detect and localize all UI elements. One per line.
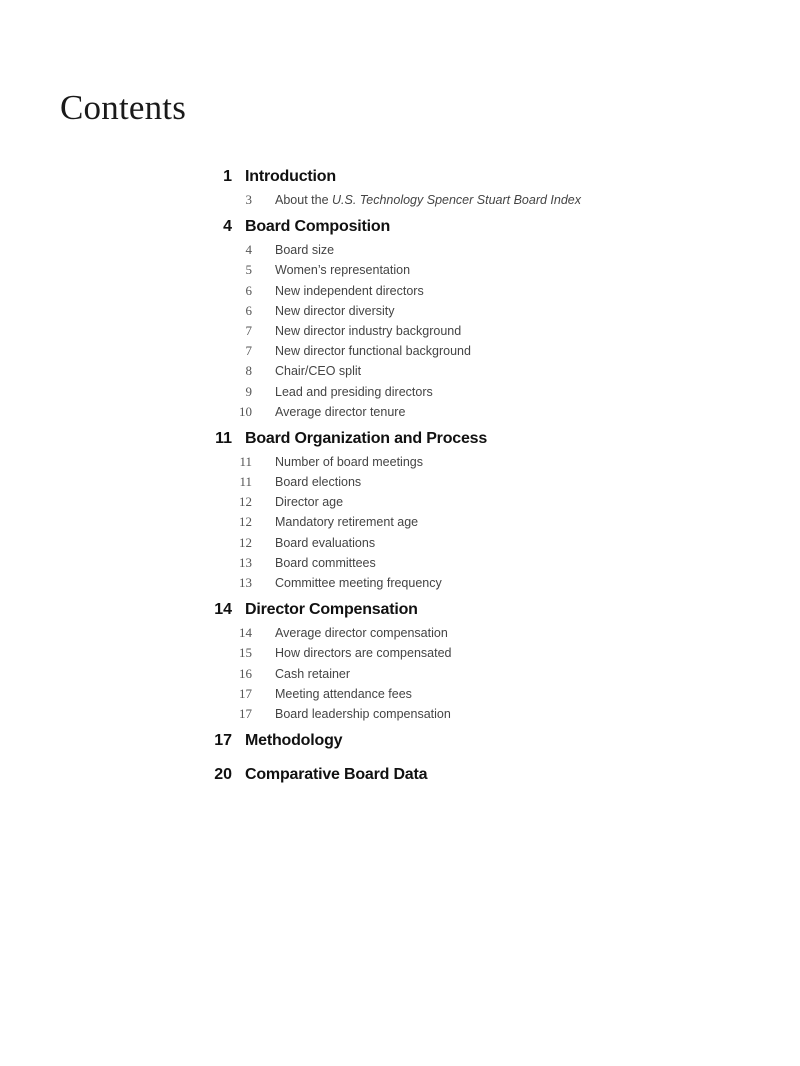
toc-subsection-item[interactable] [200, 262, 760, 282]
subsection-title [275, 364, 361, 378]
subsection-page-number: 3 [245, 192, 252, 207]
toc-section [200, 601, 760, 726]
subsection-title [275, 576, 442, 590]
subsection-page-number: 8 [245, 363, 252, 379]
toc-subsection-item[interactable] [200, 283, 760, 303]
subsection-page-number: 4 [245, 242, 252, 258]
toc-subsection-list [200, 454, 760, 595]
toc-subsection-item[interactable] [200, 192, 760, 212]
subsection-page-number: 6 [245, 302, 252, 318]
subsection-title [275, 495, 343, 509]
subsection-title-text: Committee meeting frequency [275, 576, 442, 590]
subsection-page-number: 12 [239, 534, 252, 550]
subsection-page-number: 13 [239, 575, 252, 590]
toc-subsection-item[interactable] [200, 706, 760, 726]
toc-section-heading[interactable] [200, 732, 760, 760]
subsection-page-number: 12 [239, 514, 252, 530]
subsection-title [275, 405, 405, 419]
page-title: Contents [60, 88, 187, 127]
toc-section [200, 766, 760, 794]
toc-subsection-item[interactable] [200, 555, 760, 575]
section-title: Methodology [245, 732, 343, 750]
subsection-title-text: Board evaluations [275, 535, 376, 550]
toc-section [200, 218, 760, 424]
subsection-title [275, 385, 433, 399]
toc-subsection-item[interactable] [200, 625, 760, 645]
toc-section [200, 168, 760, 212]
toc-section [200, 430, 760, 595]
subsection-title [275, 646, 451, 660]
subsection-title-text: Number of board meetings [275, 454, 423, 469]
toc-section [200, 732, 760, 760]
subsection-title [275, 707, 451, 721]
subsection-page-number: 15 [239, 645, 252, 661]
subsection-title-text: New director functional background [275, 344, 471, 359]
toc-subsection-item[interactable] [200, 404, 760, 424]
toc-section-heading[interactable] [200, 766, 760, 794]
subsection-title [275, 243, 334, 257]
subsection-title-text: New director industry background [275, 323, 462, 338]
toc-subsection-item[interactable] [200, 363, 760, 383]
section-title: Director Compensation [245, 601, 418, 619]
subsection-title-text: Board elections [275, 475, 362, 490]
toc-subsection-item[interactable] [200, 535, 760, 555]
subsection-page-number: 11 [239, 474, 252, 490]
subsection-page-number: 7 [245, 322, 252, 338]
subsection-title-text: Board size [275, 243, 335, 258]
table-of-contents [200, 168, 760, 800]
section-page-number: 17 [214, 732, 232, 750]
subsection-title-text: New independent directors [275, 283, 424, 298]
subsection-title [275, 556, 376, 570]
subsection-title-text: Cash retainer [275, 666, 351, 681]
section-title: Board Composition [245, 218, 391, 236]
subsection-title-text: Chair/CEO split [275, 364, 362, 379]
subsection-title-text: New director diversity [275, 303, 395, 318]
subsection-title-text: Board committees [275, 555, 376, 570]
subsection-title [275, 304, 394, 318]
subsection-title [275, 324, 461, 338]
subsection-title [275, 667, 350, 681]
toc-subsection-item[interactable] [200, 474, 760, 494]
subsection-title [275, 536, 375, 550]
section-page-number: 20 [214, 766, 232, 784]
section-title: Introduction [245, 168, 336, 185]
subsection-page-number: 5 [245, 262, 252, 278]
subsection-title-text: Lead and presiding directors [275, 384, 433, 399]
subsection-title [275, 344, 471, 358]
toc-subsection-item[interactable] [200, 323, 760, 343]
toc-subsection-item[interactable] [200, 494, 760, 514]
subsection-title [275, 626, 448, 640]
subsection-title [275, 263, 410, 277]
subsection-page-number: 14 [239, 625, 252, 641]
subsection-title [275, 193, 581, 207]
toc-subsection-item[interactable] [200, 343, 760, 363]
toc-subsection-item[interactable] [200, 242, 760, 262]
section-title: Board Organization and Process [245, 429, 488, 447]
section-page-number: 4 [223, 218, 232, 236]
subsection-title-text: How directors are compensated [275, 646, 452, 661]
section-page-number: 1 [223, 168, 232, 185]
subsection-title-text: Board leadership compensation [275, 706, 451, 721]
subsection-page-number: 17 [239, 685, 252, 701]
subsection-page-number: 13 [239, 554, 252, 570]
toc-subsection-item[interactable] [200, 514, 760, 534]
subsection-title [275, 284, 424, 298]
toc-subsection-item[interactable] [200, 645, 760, 665]
subsection-page-number: 11 [239, 453, 252, 469]
toc-subsection-list [200, 625, 760, 726]
subsection-title [275, 475, 361, 489]
toc-subsection-item[interactable] [200, 686, 760, 706]
subsection-page-number: 7 [245, 343, 252, 359]
subsection-title-text: Director age [275, 495, 344, 510]
subsection-title-text: Meeting attendance fees [275, 686, 412, 701]
subsection-page-number: 16 [239, 665, 252, 681]
toc-subsection-item[interactable] [200, 454, 760, 474]
section-page-number: 11 [215, 429, 232, 447]
subsection-page-number: 12 [239, 494, 252, 510]
subsection-title [275, 455, 423, 469]
subsection-title [275, 687, 412, 701]
subsection-title-text: Women’s representation [275, 263, 411, 278]
toc-subsection-list [200, 192, 760, 212]
subsection-title-text: Average director tenure [275, 404, 406, 419]
toc-subsection-item[interactable] [200, 384, 760, 404]
section-title: Comparative Board Data [245, 766, 428, 784]
subsection-title-text: Mandatory retirement age [275, 515, 419, 530]
toc-subsection-item[interactable] [200, 666, 760, 686]
subsection-page-number: 17 [239, 705, 252, 721]
section-page-number: 14 [214, 601, 232, 619]
subsection-title [275, 515, 418, 529]
toc-subsection-list [200, 242, 760, 424]
subsection-page-number: 9 [245, 383, 252, 399]
toc-subsection-item[interactable] [200, 303, 760, 323]
subsection-page-number: 6 [245, 282, 252, 298]
toc-subsection-item[interactable] [200, 575, 760, 595]
subsection-title-text: Average director compensation [275, 626, 448, 641]
subsection-title-italic: U.S. Technology Spencer Stuart Board Index [332, 193, 581, 207]
subsection-page-number: 10 [239, 403, 252, 419]
subsection-title-text: About the [275, 193, 332, 207]
